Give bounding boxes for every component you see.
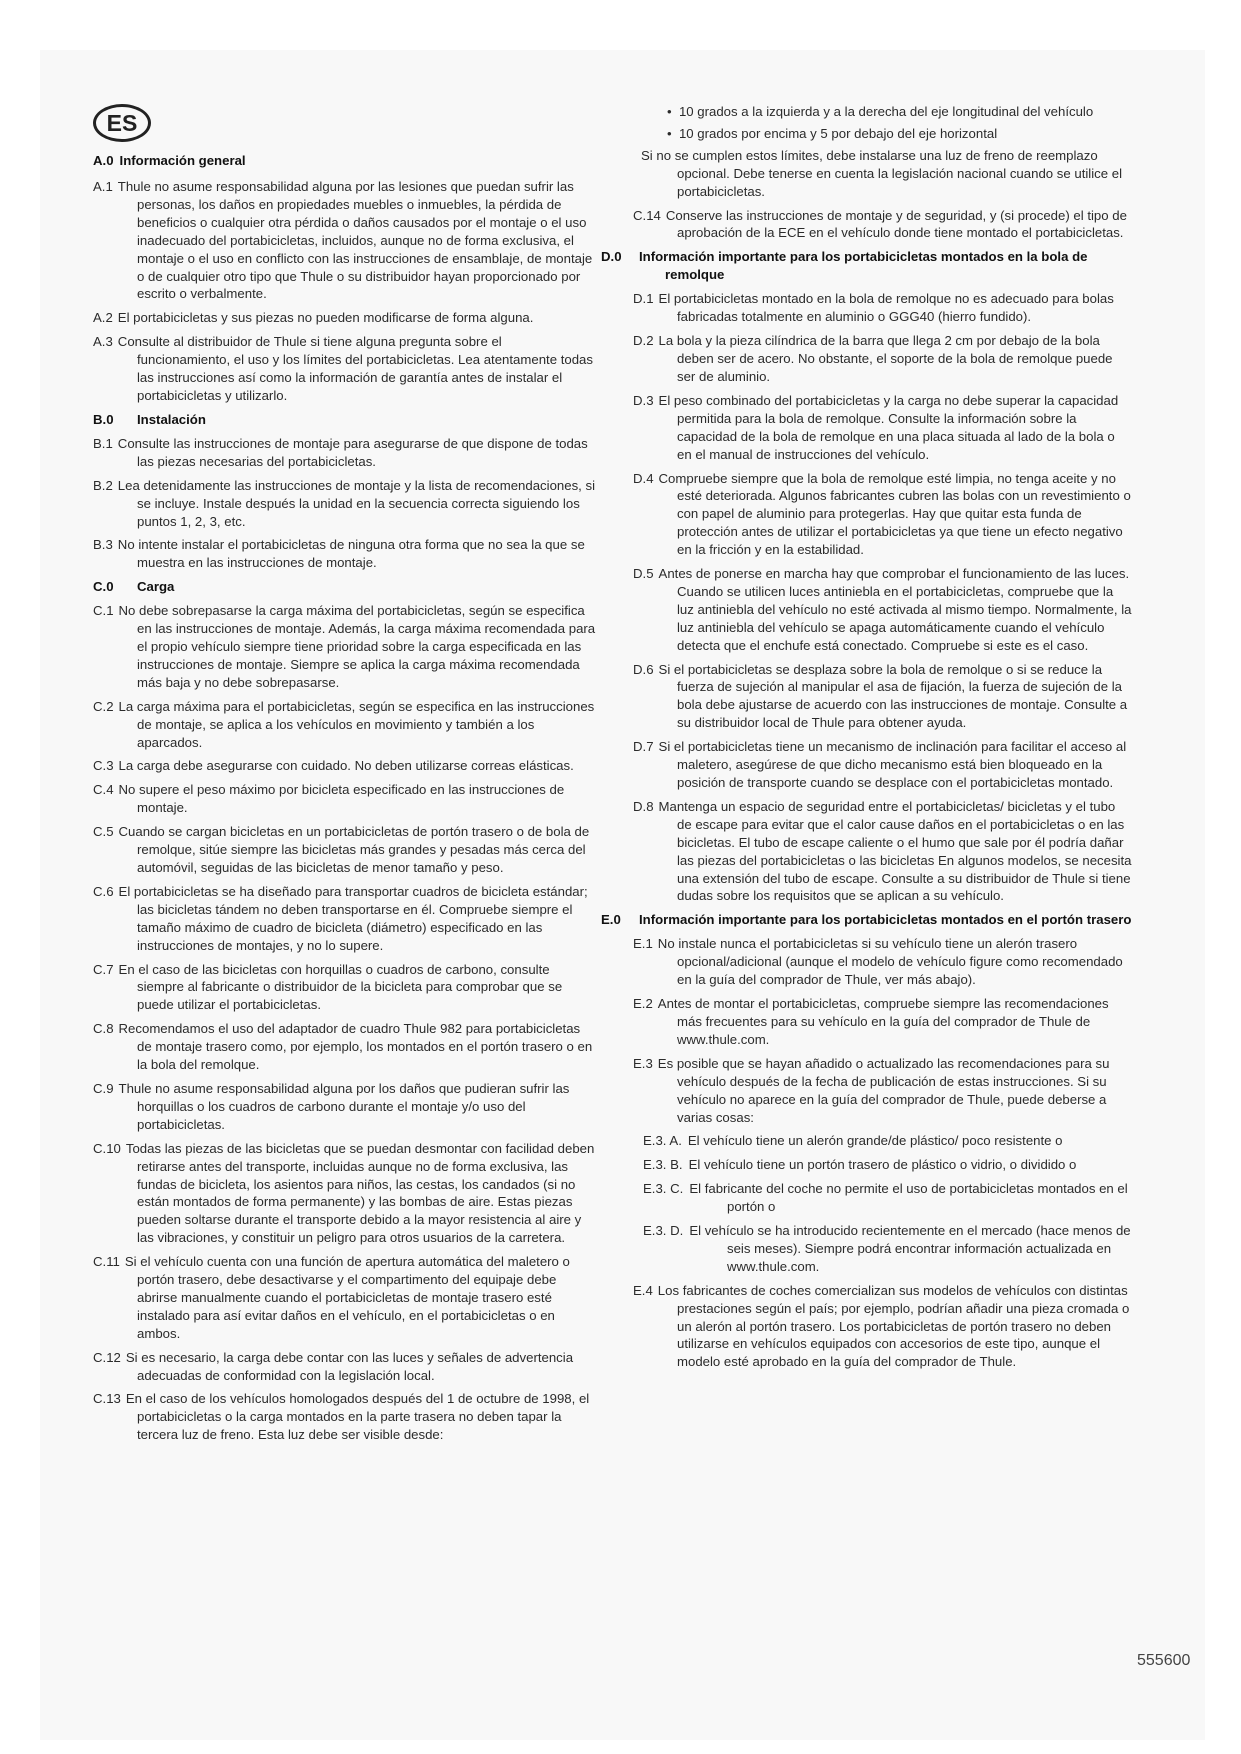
clause-c13: C.13 En el caso de los vehículos homologados después del 1 de octubre de 1998, el portabicicletas o la carga montados en la parte trasera no deben tapar la tercera luz de freno. Esta luz debe ser visible desde:	[93, 1391, 590, 1443]
clause-e3-sub: E.3. D. El vehículo se ha introducido recientemente en el mercado (hace menos de seis meses). Siempre podrá encontrar información actualizada en www.thule.com.	[643, 1223, 1131, 1274]
clause-e3-sub: E.3. C. El fabricante del coche no permite el uso de portabicicletas montados en el portón o	[643, 1181, 1128, 1215]
clause-b3: B.3 No intente instalar el portabicicletas de ninguna otra forma que no sea la que se muestra en las instrucciones de montaje.	[93, 537, 585, 571]
clause-c2: C.2 La carga máxima para el portabicicletas, según se especifica en las instrucciones de montaje, se aplica a los vehículos en movimiento y también a los aparcados.	[93, 698, 595, 750]
clause-d3: D.3 El peso combinado del portabicicletas y la carga no debe superar la capacidad permitida para la bola de remolque. Consulte la información sobre la capacidad de la bola de remolque en una placa situada al lado de la bola o en el manual de instrucciones del vehículo.	[633, 392, 1119, 462]
clause-c3: C.3 La carga debe asegurarse con cuidado. No deben utilizarse correas elásticas.	[93, 758, 574, 774]
clause-c1: C.1 No debe sobrepasarse la carga máxima del portabicicletas, según se especifica en las instrucciones de montaje. Además, la carga máxima recomendada para el propio vehículo siempre tiene prioridad sobre la carga especificada en las instrucciones de montaje. Siempre se aplica la carga máxima recomendada más baja y no debe sobrepasarse.	[93, 603, 596, 690]
clause-d5: D.5 Antes de ponerse en marcha hay que comprobar el funcionamiento de las luces. Cuando se utilicen luces antiniebla en el portabicicletas, compruebe que la luz antiniebla del vehículo no esté activada al mismo tiempo. Normalmente, la luz antiniebla del vehículo se apaga automáticamente cuando el vehículo detecta que el enchufe está conectado. Compruebe si este es el caso.	[633, 566, 1132, 653]
clause-e3-sub: E.3. A. El vehículo tiene un alerón grande/de plástico/ poco resistente o	[643, 1133, 1063, 1149]
clause-d8: D.8 Mantenga un espacio de seguridad entre el portabicicletas/ bicicletas y el tubo de escape para evitar que el calor cause daños en el portabicicletas o en las bicicletas. El tubo de escape caliente o el humo que sale por él podría dañar las piezas del portabicicletas o las bicicletas En algunos modelos, se necesita una extensión del tubo de escape. Consulte a su distribuidor de Thule si tiene dudas sobre los requisitos que se aplican a su vehículo.	[633, 798, 1132, 904]
clause-e3: E.3 Es posible que se hayan añadido o actualizado las recomendaciones para su vehículo después de la fecha de publicación de estas instrucciones. Si su vehículo no aparece en la guía del comprador de Thule, puede deberse a varias cosas:	[633, 1055, 1110, 1125]
clause-a3: A.3 Consulte al distribuidor de Thule si tiene alguna pregunta sobre el funcionamiento, el uso y los límites del portabicicletas. Lea atentamente todas las instrucciones así como la información de garantía antes de instalar el portabicicletas y utilizarlo.	[93, 334, 593, 403]
clause-c4: C.4 No supere el peso máximo por bicicleta especificado en las instrucciones de montaje.	[93, 782, 565, 816]
clause-c8: C.8 Recomendamos el uso del adaptador de cuadro Thule 982 para portabicicletas de montaje trasero como, por ejemplo, los montados en el portón trasero o en la bola del remolque.	[93, 1021, 593, 1073]
clause-c9: C.9 Thule no asume responsabilidad alguna por los daños que pudieran sufrir las horquillas o los cuadros de carbono durante el montaje y/o uso del portabicicletas.	[93, 1080, 570, 1132]
bullet-item: • 10 grados a la izquierda y a la derecha del eje longitudinal del vehículo	[667, 104, 1094, 119]
clause-c5: C.5 Cuando se cargan bicicletas en un portabicicletas de portón trasero o de bola de remolque, sitúe siempre las bicicletas más grandes y pesadas más cerca del automóvil, seguidas de las bicicletas de menor tamaño y peso.	[93, 824, 590, 875]
document-code: 555600	[1137, 1652, 1191, 1669]
clause-b2: B.2 Lea detenidamente las instrucciones de montaje y la lista de recomendaciones, si se incluye. Instale después la unidad en la secuencia correcta siguiendo los puntos 1, 2, 3, etc.	[93, 477, 596, 529]
clause-c7: C.7 En el caso de las bicicletas con horquillas o cuadros de carbono, consulte siempre al fabricante o distribuidor de la bicicleta para comprobar que se puede utilizar el portabicicletas.	[93, 961, 563, 1013]
clause-b1: B.1 Consulte las instrucciones de montaje para asegurarse de que dispone de todas las piezas necesarias del portabicicletas.	[93, 435, 588, 469]
clause-c10: C.10 Todas las piezas de las bicicletas que se puedan desmontar con facilidad deben retirarse antes del transporte, incluidas aunque no de forma exclusiva, las fundas de bicicleta, los asientos para niños, las cestas, los candados (si no están montados de forma permanente) y las bombas de aire. Estas piezas pueden soltarse durante el transporte debido a la mayor resistencia al aire y las vibraciones, y constituir un peligro para otros usuarios de la carretera.	[93, 1140, 595, 1246]
section-heading-e: Información importante para los portabicicletas montados en el portón trasero	[639, 912, 1132, 928]
clause-e1: E.1 No instale nunca el portabicicletas si su vehículo tiene un alerón trasero opcional/adicional (aunque el modelo de vehículo figure como recomendado en la guía del comprador de Thule, ver más abajo).	[633, 936, 1123, 988]
clause-e3-sub: E.3. B. El vehículo tiene un portón trasero de plástico o vidrio, o dividido o	[643, 1157, 1077, 1173]
clause-d4: D.4 Compruebe siempre que la bola de remolque esté limpia, no tenga aceite y no esté deteriorada. Algunos fabricantes cubren las bolas con un revestimiento o con papel de aluminio para protegerlas. Hay que quitar esta funda de protección antes de utilizar el portabicicletas ya que tiene un efecto negativo en la fricción y en la estabilidad.	[633, 470, 1131, 558]
left-column	[93, 152, 598, 1450]
language-badge: ES	[93, 104, 151, 142]
clause-d7: D.7 Si el portabicicletas tiene un mecanismo de inclinación para facilitar el acceso al maletero, asegúrese de que dicho mecanismo está bien bloqueado en la posición de transporte cuando se desplace con el portabicicletas montado.	[633, 739, 1127, 790]
clause-a1: A.1 Thule no asume responsabilidad alguna por las lesiones que puedan sufrir las personas, los daños en propiedades muebles o inmuebles, la pérdida de beneficios o cualquier otra pérdida o daños causados por el montaje o el uso inadecuado del portabicicletas, incluidos, aunque no de forma exclusiva, el montaje o el uso en conflicto con las instrucciones de ensamblaje, de montaje o de cualquier otro tipo que Thule o su distribuidor hayan proporcionado por escrito o verbalmente.	[93, 179, 593, 302]
clause-a2: A.2 El portabicicletas y sus piezas no pueden modificarse de forma alguna.	[93, 310, 534, 326]
right-column	[633, 103, 1133, 1377]
section-heading-a: A.0 Información general	[93, 153, 246, 168]
section-heading-c: C.0 Carga	[93, 579, 175, 595]
bullet-item: • 10 grados por encima y 5 por debajo del eje horizontal	[667, 125, 998, 141]
clause-e4: E.4 Los fabricantes de coches comercializan sus modelos de vehículos con distintas prestaciones según el país; por ejemplo, podrían añadir una pieza cromada o un alerón al portón trasero. Los portabicicletas de portón trasero no deben utilizarse en vehículos equipados con accesorios de este tipo, aunque el modelo esté aprobado en la guía del comprador de Thule.	[633, 1282, 1130, 1370]
section-heading-b: B.0 Instalación	[93, 411, 206, 427]
clause-c14: C.14 Conserve las instrucciones de montaje y de seguridad, y (si procede) el tipo de aprobación de la ECE en el vehículo donde tiene montado el portabicicletas.	[633, 207, 1127, 241]
clause-c11: C.11 Si el vehículo cuenta con una función de apertura automática del maletero o portón trasero, debe desactivarse y el compartimento del equipaje debe abrirse manualmente cuando el portabicicletas de montaje trasero esté instalado para así evitar daños en el vehículo, en el portabicicletas o en ambos.	[93, 1254, 570, 1341]
clause-c6: C.6 El portabicicletas se ha diseñado para transportar cuadros de bicicleta estándar; las bicicletas tándem no deben transportarse en él. Compruebe siempre el tamaño máximo de cuadro de bicicleta (diámetro) especificado en las instrucciones de montajes, y no lo supere.	[93, 883, 588, 953]
section-heading-d: Información importante para los portabicicletas montados en la bola de remolque	[639, 249, 1088, 283]
clause-c12: C.12 Si es necesario, la carga debe contar con las luces y señales de advertencia adecuadas de conformidad con la legislación local.	[93, 1349, 574, 1383]
clause-d2: D.2 La bola y la pieza cilíndrica de la barra que llega 2 cm por debajo de la bola deben ser de acero. No obstante, el soporte de la bola de remolque puede ser de aluminio.	[633, 333, 1113, 384]
clause-d6: D.6 Si el portabicicletas se desplaza sobre la bola de remolque o si se reduce la fuerza de sujeción al manipular el asa de fijación, la fuerza de sujeción de la bola debe ajustarse de acuerdo con las instrucciones de montaje. Consulte a su distribuidor local de Thule para obtener ayuda.	[633, 661, 1128, 731]
clause-e2: E.2 Antes de montar el portabicicletas, compruebe siempre las recomendaciones más frecuentes para su vehículo en la guía del comprador de Thule de www.thule.com.	[633, 996, 1109, 1047]
clause-c13-note: Si no se cumplen estos límites, debe instalarse una luz de freno de reemplazo opcional. Debe tenerse en cuenta la legislación nacional cuando se utilice el portabicicletas.	[641, 147, 1123, 199]
clause-d1: D.1 El portabicicletas montado en la bola de remolque no es adecuado para bolas fabricadas totalmente en aluminio o GGG40 (hierro fundido).	[633, 291, 1114, 325]
